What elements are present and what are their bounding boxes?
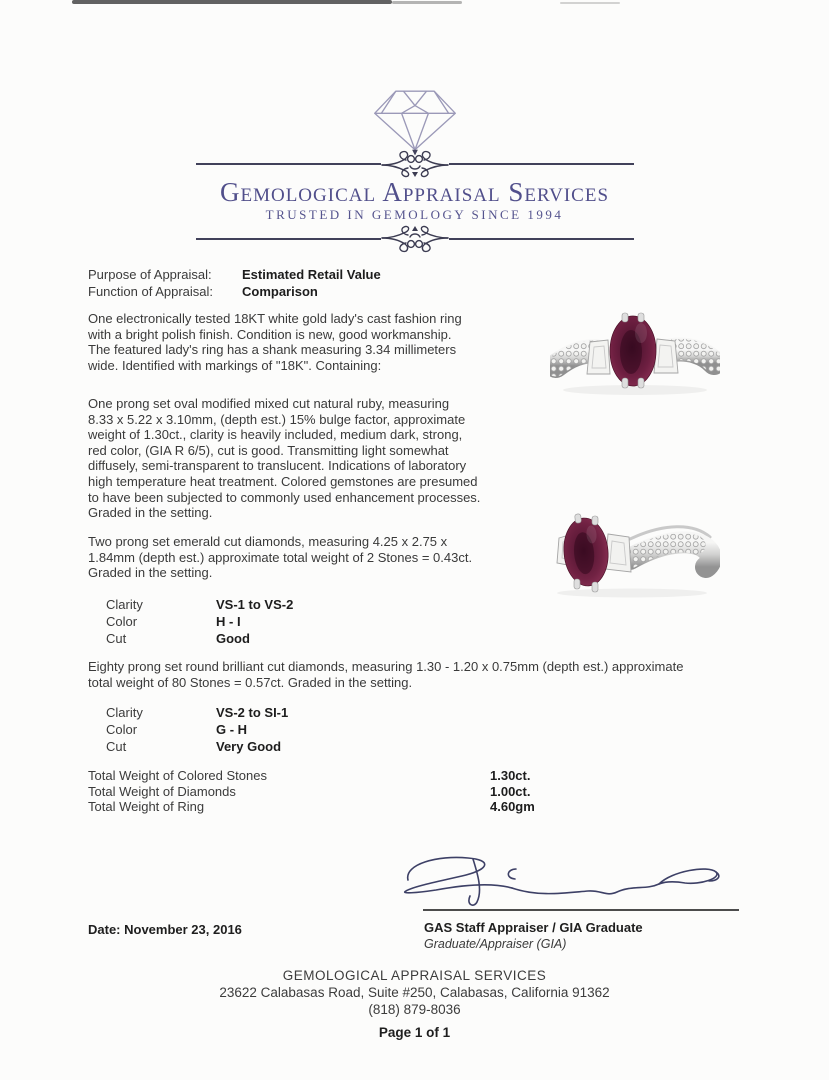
paragraph-round-diamonds: Eighty prong set round brilliant cut diamonds, measuring 1.30 - 1.20 x 0.75mm (depth est.) approximate total weight of 80 Stones = 0.57ct. Graded in the setting.: [88, 659, 684, 690]
diamond-logo-icon: [367, 84, 463, 156]
rule-line: [196, 163, 381, 165]
scan-artifact: [560, 2, 620, 4]
ring-photo-front: [550, 305, 720, 397]
footer-company: GEMOLOGICAL APPRAISAL SERVICES: [282, 968, 547, 983]
flourish-bottom-icon: [381, 225, 449, 253]
total-diamonds-value: 1.00ct.: [490, 783, 531, 799]
signature-line: [423, 909, 739, 911]
clarity-value: VS-2 to SI-1: [216, 705, 289, 720]
table-row: [106, 596, 293, 613]
cut-value: Very Good: [216, 739, 282, 754]
table-row: [106, 704, 288, 721]
table-row: [106, 630, 293, 647]
function-label: Function of Appraisal:: [88, 284, 214, 299]
cut-value: Good: [216, 631, 250, 646]
total-ring-weight-label: Total Weight of Ring: [88, 799, 205, 814]
total-ring-weight-value: 4.60gm: [490, 799, 535, 814]
paragraph-emerald-diamonds: Two prong set emerald cut diamonds, measuring 4.25 x 2.75 x 1.84mm (depth est.) approximate total weight of 2 Stones = 0.43ct. Graded in the setting.: [88, 534, 473, 581]
logo-block: [0, 84, 829, 253]
paragraph-ruby-description: One prong set oval modified mixed cut natural ruby, measuring 8.33 x 5.22 x 3.10mm, (depth est.) 15% bulge factor, approximate weight of 1.30ct., clarity is heavily included, medium dark, strong, red color, (GIA R 6/5), cut is good. Transmitting light somewhat diffusely, semi-transparent to translucent. Indications of laboratory high temperature heat treatment. Colored gemstones are presumed to have been subjected to commonly used enhancement processes. Graded in the setting.: [88, 396, 481, 521]
table-row: [88, 784, 535, 800]
footer-address: 23622 Calabasas Road, Suite #250, Calabasas, California 91362: [219, 985, 610, 1000]
table-row: [88, 799, 535, 815]
color-label: Color: [106, 722, 138, 737]
appraiser-name: GAS Staff Appraiser / GIA Graduate: [424, 920, 643, 935]
total-diamonds-label: Total Weight of Diamonds: [88, 783, 236, 799]
table-row: [106, 738, 288, 755]
logo-title: Gemological Appraisal Services: [219, 177, 610, 207]
logo-rule-bottom: [196, 225, 634, 253]
ring-photo-side: [542, 503, 720, 599]
purpose-value: Estimated Retail Value: [242, 267, 381, 282]
appraiser-signature: [396, 850, 741, 912]
logo-rule-top: [196, 150, 634, 178]
paragraph-ring-description: One electronically tested 18KT white gold lady's cast fashion ring with a bright polish finish. Condition is new, good workmanship. The featured lady's ring has a shank measuring 3.34 millimeters wide. Identified with markings of "18K". Containing:: [88, 311, 462, 373]
footer: [0, 967, 829, 1041]
page-indicator: Page 1 of 1: [378, 1025, 451, 1040]
purpose-row: [88, 266, 381, 283]
appraiser-title: Graduate/Appraiser (GIA): [424, 937, 567, 951]
table-row: [106, 613, 293, 630]
grading-table-round: [106, 704, 288, 755]
color-label: Color: [106, 614, 138, 629]
logo-tagline: TRUSTED IN GEMOLOGY SINCE 1994: [265, 207, 564, 222]
clarity-label: Clarity: [106, 597, 143, 612]
table-row: [106, 721, 288, 738]
function-row: [88, 283, 381, 300]
grading-table-emerald: [106, 596, 293, 647]
rule-line: [449, 238, 634, 240]
function-value: Comparison: [242, 284, 318, 299]
cut-label: Cut: [106, 631, 127, 646]
appraisal-date: Date: November 23, 2016: [88, 922, 242, 937]
footer-phone: (818) 879-8036: [368, 1002, 461, 1017]
total-colored-stones-value: 1.30ct.: [490, 768, 531, 783]
total-colored-stones-label: Total Weight of Colored Stones: [88, 768, 267, 783]
rule-line: [449, 163, 634, 165]
rule-line: [196, 238, 381, 240]
color-value: H - I: [216, 614, 241, 629]
color-value: G - H: [216, 722, 248, 737]
cut-label: Cut: [106, 739, 127, 754]
clarity-label: Clarity: [106, 705, 143, 720]
purpose-label: Purpose of Appraisal:: [88, 267, 212, 282]
flourish-top-icon: [381, 150, 449, 178]
totals-block: [88, 768, 535, 815]
appraisal-meta: [88, 266, 381, 300]
clarity-value: VS-1 to VS-2: [216, 597, 294, 612]
scan-artifact: [72, 0, 392, 4]
table-row: [88, 768, 535, 784]
scan-artifact: [392, 1, 462, 4]
